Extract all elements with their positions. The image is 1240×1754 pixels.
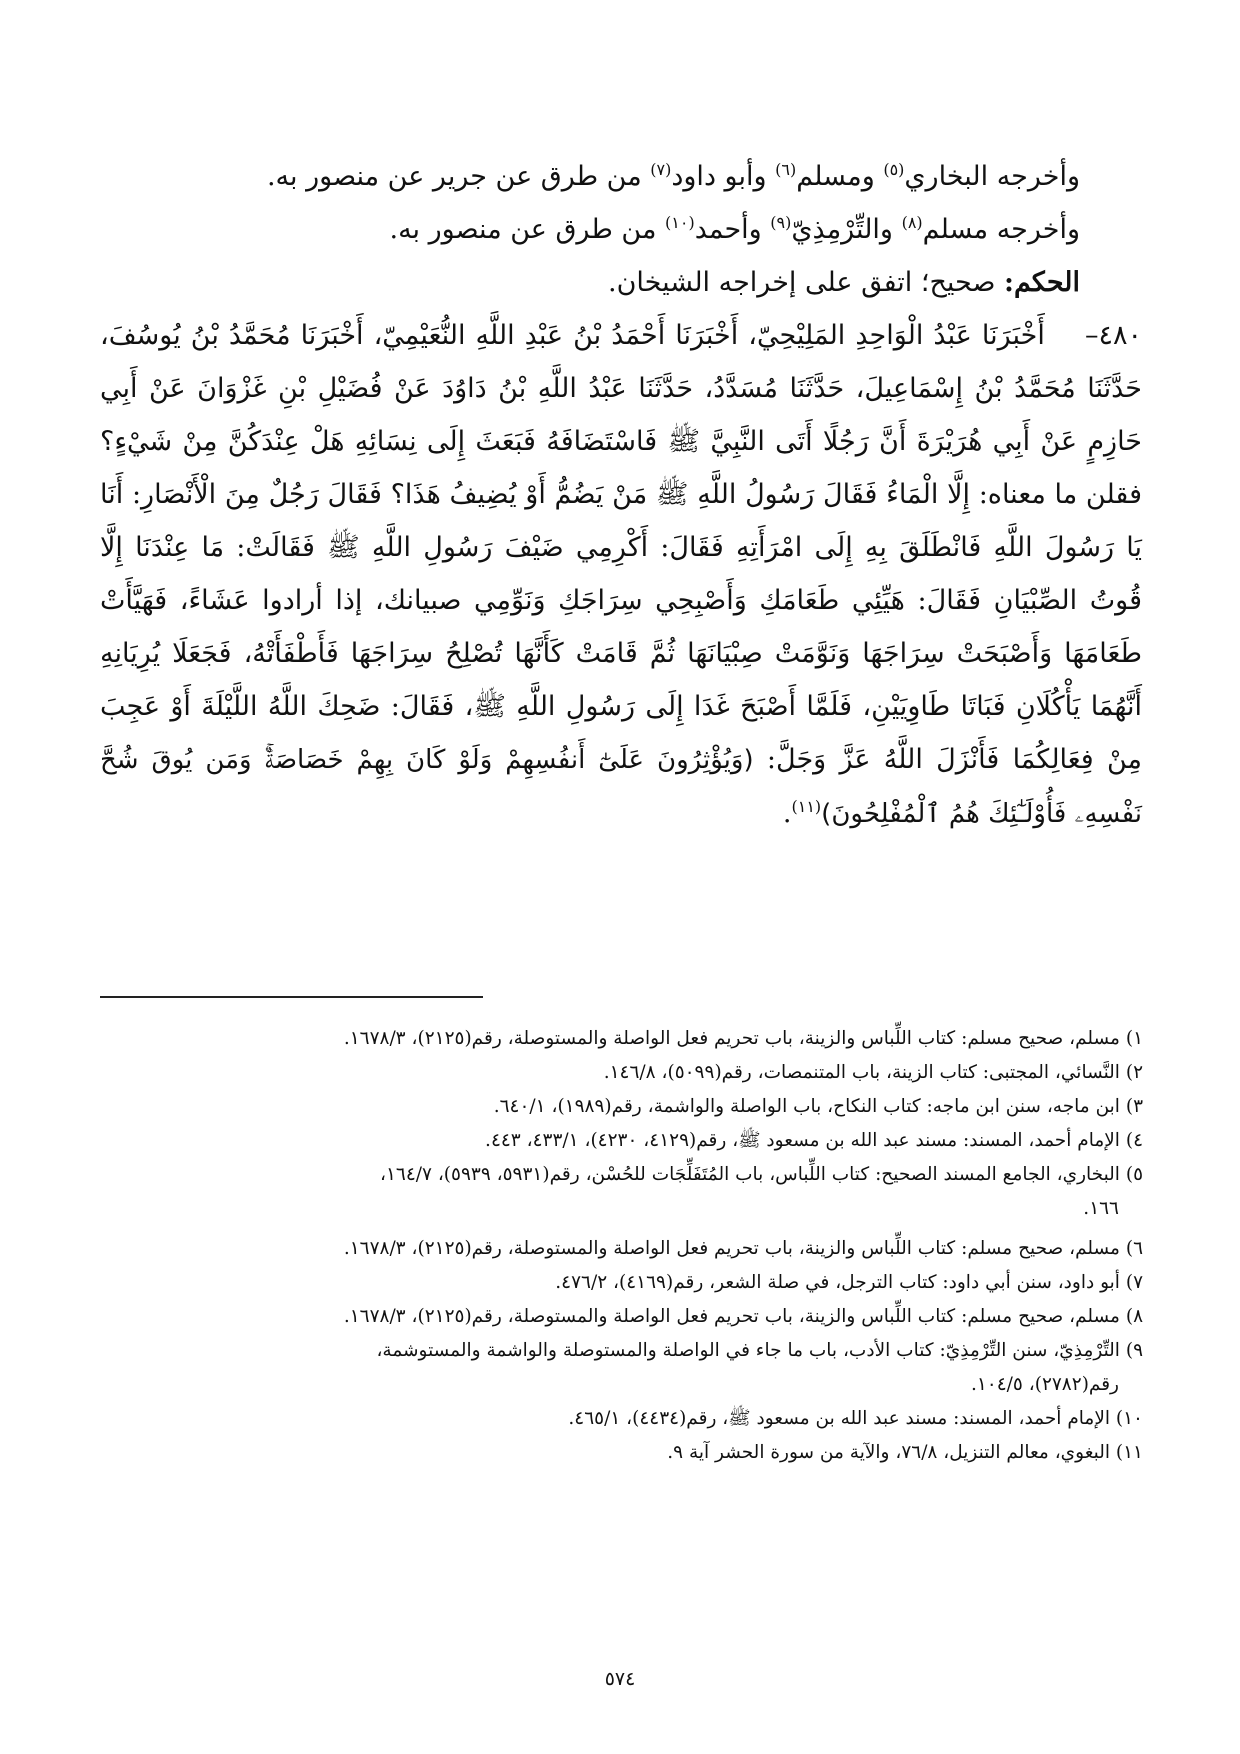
footnote-number: ١٠) — [1115, 1408, 1143, 1429]
source-line-2 — [100, 203, 1142, 256]
footnote — [118, 1334, 1143, 1402]
quran-verse: (وَيُؤْثِرُونَ عَلَىٰٓ أَنفُسِهِمْ وَلَوْ كَانَ بِهِمْ خَصَاصَةٌۚ وَمَن يُوقَ شُحَّ نَفْسِهِۦ فَأُوْلَـٰٓئِكَ هُمُ ٱلْمُفْلِحُونَ) — [100, 745, 1142, 829]
footnote-number: ٦) — [1125, 1238, 1143, 1259]
footnote-ref[interactable]: (٩) — [770, 213, 792, 232]
text-segment: من طرق عن جرير عن منصور به. — [266, 161, 651, 192]
footnote-text: النَّسائي، المجتبى: كتاب الزينة، باب المتنمصات، رقم(٥٠٩٩)، ١٤٦/٨. — [603, 1062, 1120, 1083]
footnote-ref[interactable]: (٥) — [883, 160, 905, 179]
footnote — [118, 1300, 1143, 1334]
footnote-number: ٣) — [1125, 1096, 1143, 1117]
footnote-text: الإمام أحمد، المسند: مسند عبد الله بن مسعود ﷺ، رقم(٤١٢٩، ٤٢٣٠)، ٤٣٣/١، ٤٤٣. — [485, 1130, 1120, 1151]
ruling-text: صحيح؛ اتفق على إخراجه الشيخان. — [608, 267, 1004, 298]
footnote-ref[interactable]: (٦) — [775, 160, 797, 179]
footnote — [118, 1436, 1143, 1470]
footnote-divider — [100, 996, 483, 998]
footnote — [118, 1158, 1143, 1226]
ruling-line — [100, 256, 1142, 309]
footnote — [118, 1266, 1143, 1300]
footnote-ref[interactable]: (٨) — [901, 213, 923, 232]
text-segment: وأحمد — [694, 214, 771, 245]
footnote-number: ٤) — [1125, 1130, 1143, 1151]
footnote-number: ١) — [1125, 1028, 1143, 1049]
end-mark: . — [782, 798, 792, 829]
text-segment: وأخرجه مسلم — [922, 214, 1080, 245]
footnote-text: التِّرْمِذِيّ، سنن التِّرْمِذِيّ: كتاب الأدب، باب ما جاء في الواصلة والمستوصلة والواشمة والمستوشمة، — [376, 1340, 1120, 1361]
hadith-number: ٤٨٠– — [1084, 320, 1142, 351]
text-segment: ومسلم — [796, 161, 884, 192]
footnote-text: مسلم، صحيح مسلم: كتاب اللِّباس والزينة، باب تحريم فعل الواصلة والمستوصلة، رقم(٢١٢٥)، ١٦٧٨/٣. — [343, 1028, 1120, 1049]
text-segment: من طرق عن منصور به. — [389, 214, 665, 245]
footnote — [118, 1090, 1143, 1124]
hadith-text: أَخْبَرَنَا عَبْدُ الْوَاحِدِ المَلِيْحِيّ، أَخْبَرَنَا أَحْمَدُ بْنُ عَبْدِ اللَّهِ النُّعَيْمِيّ، أَخْبَرَنَا مُحَمَّدُ بْنُ يُوسُفَ، حَدَّثَنَا مُحَمَّدُ بْنُ إِسْمَاعِيلَ، حَدَّثَنَا مُسَدَّدُ، حَدَّثَنَا عَبْدُ اللَّهِ بْنُ دَاوُدَ عَنْ فُضَيْلِ بْنِ غَزْوَانَ عَنْ أَبِي حَازِمٍ عَنْ أَبِي هُرَيْرَةَ أَنَّ رَجُلًا أَتَى النَّبِيَّ ﷺ فَاسْتَضَافَهُ فَبَعَثَ إِلَى نِسَائِهِ هَلْ عِنْدَكُنَّ مِنْ شَيْءٍ؟ فقلن ما معناه: إِلَّا الْمَاءُ فَقَالَ رَسُولُ اللَّهِ ﷺ مَنْ يَضُمُّ أَوْ يُضِيفُ هَذَا؟ فَقَالَ رَجُلٌ مِنَ الْأَنْصَارِ: أَنَا يَا رَسُولَ اللَّهِ فَانْطَلَقَ بِهِ إِلَى امْرَأَتِهِ فَقَالَ: أَكْرِمِي ضَيْفَ رَسُولِ اللَّهِ ﷺ فَقَالَتْ: مَا عِنْدَنَا إِلَّا قُوتُ الصِّبْيَانِ فَقَالَ: هَيِّئِي طَعَامَكِ وَأَصْبِحِي سِرَاجَكِ وَنَوِّمِي صبيانك، إذا أرادوا عَشَاءً، فَهَيَّأَتْ طَعَامَهَا وَأَصْبَحَتْ سِرَاجَهَا وَنَوَّمَتْ صِبْيَانَهَا ثُمَّ قَامَتْ كَأَنَّهَا تُصْلِحُ سِرَاجَهَا فَأَطْفَأَتْهُ، فَجَعَلَا يُرِيَانِهِ أَنَّهُمَا يَأْكُلَانِ فَبَاتَا طَاوِيَيْنِ، فَلَمَّا أَصْبَحَ غَدَا إِلَى رَسُولِ اللَّهِ ﷺ، فَقَالَ: ضَحِكَ اللَّهُ اللَّيْلَةَ أَوْ عَجِبَ مِنْ فِعَالِكُمَا فَأَنْزَلَ اللَّهُ عَزَّ وَجَلَّ: — [100, 320, 1142, 775]
footnote-number: ٥) — [1125, 1164, 1143, 1185]
footnote-number: ٨) — [1125, 1306, 1143, 1327]
footnote-text: مسلم، صحيح مسلم: كتاب اللِّباس والزينة، باب تحريم فعل الواصلة والمستوصلة، رقم(٢١٢٥)، ١٦٧٨/٣. — [343, 1306, 1120, 1327]
main-text — [100, 150, 1142, 841]
footnote-ref[interactable]: (٧) — [650, 160, 672, 179]
text-segment: والتِّرْمِذِيّ — [791, 214, 902, 245]
footnote — [118, 1022, 1143, 1056]
footnote-text: أبو داود، سنن أبي داود: كتاب الترجل، في صلة الشعر، رقم(٤١٦٩)، ٤٧٦/٢. — [555, 1272, 1120, 1293]
footnote-number: ١١) — [1115, 1442, 1143, 1463]
footnote-number: ٧) — [1125, 1272, 1143, 1293]
page-number: ٥٧٤ — [604, 1668, 636, 1690]
footnote — [118, 1124, 1143, 1158]
footnote — [118, 1402, 1143, 1436]
footnote-number: ٩) — [1125, 1340, 1143, 1361]
ruling-label: الحكم: — [1003, 267, 1080, 298]
footnote-continuation: رقم(٢٧٨٢)، ١٠٤/٥. — [970, 1374, 1119, 1395]
source-line-1 — [100, 150, 1142, 203]
footnote-ref[interactable]: (١١) — [791, 797, 822, 816]
footnote-text: البغوي، معالم التنزيل، ٧٦/٨، والآية من سورة الحشر آية ٩. — [667, 1442, 1111, 1463]
footnote-ref[interactable]: (١٠) — [665, 213, 695, 232]
text-segment: وأبو داود — [671, 161, 776, 192]
hadith-paragraph — [100, 309, 1142, 841]
footnote-text: البخاري، الجامع المسند الصحيح: كتاب اللِّباس، باب المُتَفَلِّجَات للحُسْن، رقم(٥٩٣١، ٥٩٣٩)، ١٦٤/٧، — [379, 1164, 1120, 1185]
footnote-number: ٢) — [1125, 1062, 1143, 1083]
footnotes — [118, 1022, 1143, 1470]
footnote — [118, 1232, 1143, 1266]
text-segment: وأخرجه البخاري — [904, 161, 1080, 192]
footnote-text: الإمام أحمد، المسند: مسند عبد الله بن مسعود ﷺ، رقم(٤٤٣٤)، ٤٦٥/١. — [568, 1408, 1111, 1429]
footnote-text: مسلم، صحيح مسلم: كتاب اللِّباس والزينة، باب تحريم فعل الواصلة والمستوصلة، رقم(٢١٢٥)، ١٦٧٨/٣. — [343, 1238, 1120, 1259]
footnote — [118, 1056, 1143, 1090]
footnote-text: ابن ماجه، سنن ابن ماجه: كتاب النكاح، باب الواصلة والواشمة، رقم(١٩٨٩)، ٦٤٠/١. — [493, 1096, 1120, 1117]
footnote-continuation: ١٦٦. — [1083, 1198, 1119, 1219]
